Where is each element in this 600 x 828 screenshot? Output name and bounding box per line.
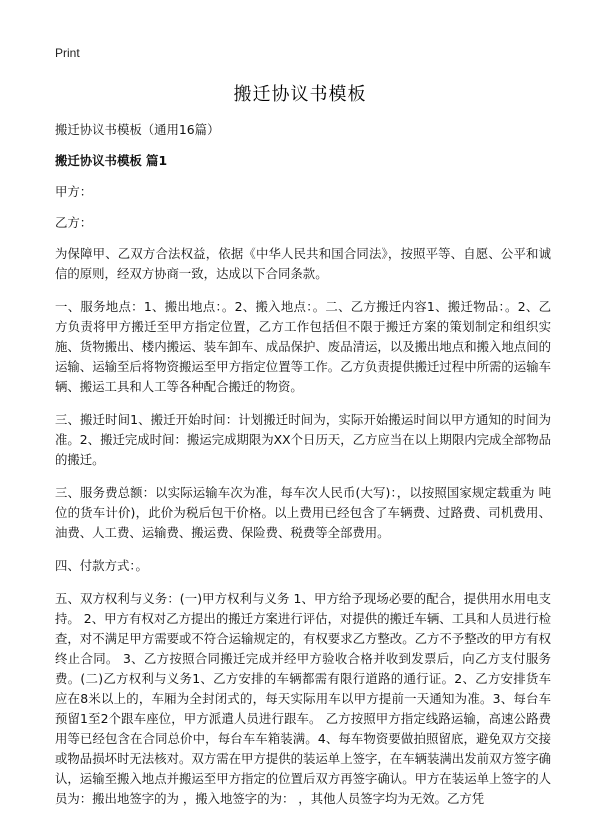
paragraph-moving-time: 三、搬迁时间1、搬迁开始时间：计划搬迁时间为，实际开始搬运时间以甲方通知的时间为准。2、搬迁完成时间：搬运完成期限为XX个日历天，乙方应当在以上期限内完成全部物品的搬迁。 xyxy=(55,412,551,467)
paragraph-intro: 为保障甲、乙双方合法权益，依据《中华人民共和国合同法》，按照平等、自愿、公平和诚信的原则，经双方协商一致，达成以下合同条款。 xyxy=(55,246,551,281)
print-link[interactable]: Print xyxy=(55,46,80,60)
party-b-line: 乙方： xyxy=(55,215,93,230)
paragraph-service-fee: 三、服务费总额：以实际运输车次为准，每车次人民币(大写)：，以按照国家规定载重为 吨位的货车计价)，此价为税后包干价格。以上费用已经包含了车辆费、过路费、司机费用、油费、人工费、运输费、搬运费、保险费、税费等全部费用。 xyxy=(55,485,551,540)
paragraph-payment-method: 四、付款方式：。 xyxy=(55,558,148,573)
document-body xyxy=(55,120,551,822)
document-subtitle: 搬迁协议书模板（通用16篇） xyxy=(55,122,220,137)
page-title: 搬迁协议书模板 xyxy=(233,84,367,105)
party-a-line: 甲方： xyxy=(55,184,93,199)
section-heading: 搬迁协议书模板 篇1 xyxy=(55,153,168,168)
paragraph-rights-obligations: 五、双方权利与义务：(一)甲方权利与义务 1、甲方给予现场必要的配合，提供用水用电支持。 2、甲方有权对乙方提出的搬迁方案进行评估，对提供的搬迁车辆、工具和人员进行检查，对不满足甲方需要或不符合运输规定的，有权要求乙方整改。乙方不予整改的甲方有权终止合同。 3、乙方按照合同搬迁完成并经甲方验收合格并收到发票后，向乙方支付服务费。(二)乙方权利与义务1、乙方安排的车辆都需有限行道路的通行证。2、乙方安排货车应在8米以上的，车厢为全封闭式的，每天实际用车以甲方提前一天通知为准。3、每台车预留1至2个跟车座位，甲方派遣人员进行跟车。 乙方按照甲方指定线路运输，高速公路费用等已经包含在合同总价中，每台车车箱装满。4、每车物资要做拍照留底，避免双方交接或物品损坏时无法核对。双方需在甲方提供的装运单上签字，在车辆装满出发前双方签字确认，运输至搬入地点并搬运至甲方指定的位置后双方再签字确认。甲方在装运单上签字的人员为：搬出地签字的为 ，搬入地签字的为： ，其他人员签字均为无效。乙方凭 xyxy=(55,591,551,806)
paragraph-service-location: 一、服务地点：1、搬出地点：。2、搬入地点：。二、乙方搬迁内容1、搬迁物品：。2、乙方负责将甲方搬迁至甲方指定位置，乙方工作包括但不限于搬迁方案的策划制定和组织实施、货物搬出、楼内搬运、装车卸车、成品保护、废品清运，以及搬出地点和搬入地点间的运输、运输至后将物资搬运至甲方指定位置等工作。乙方负责提供搬迁过程中所需的运输车辆、搬运工具和人工等各种配合搬迁的物资。 xyxy=(55,299,551,394)
